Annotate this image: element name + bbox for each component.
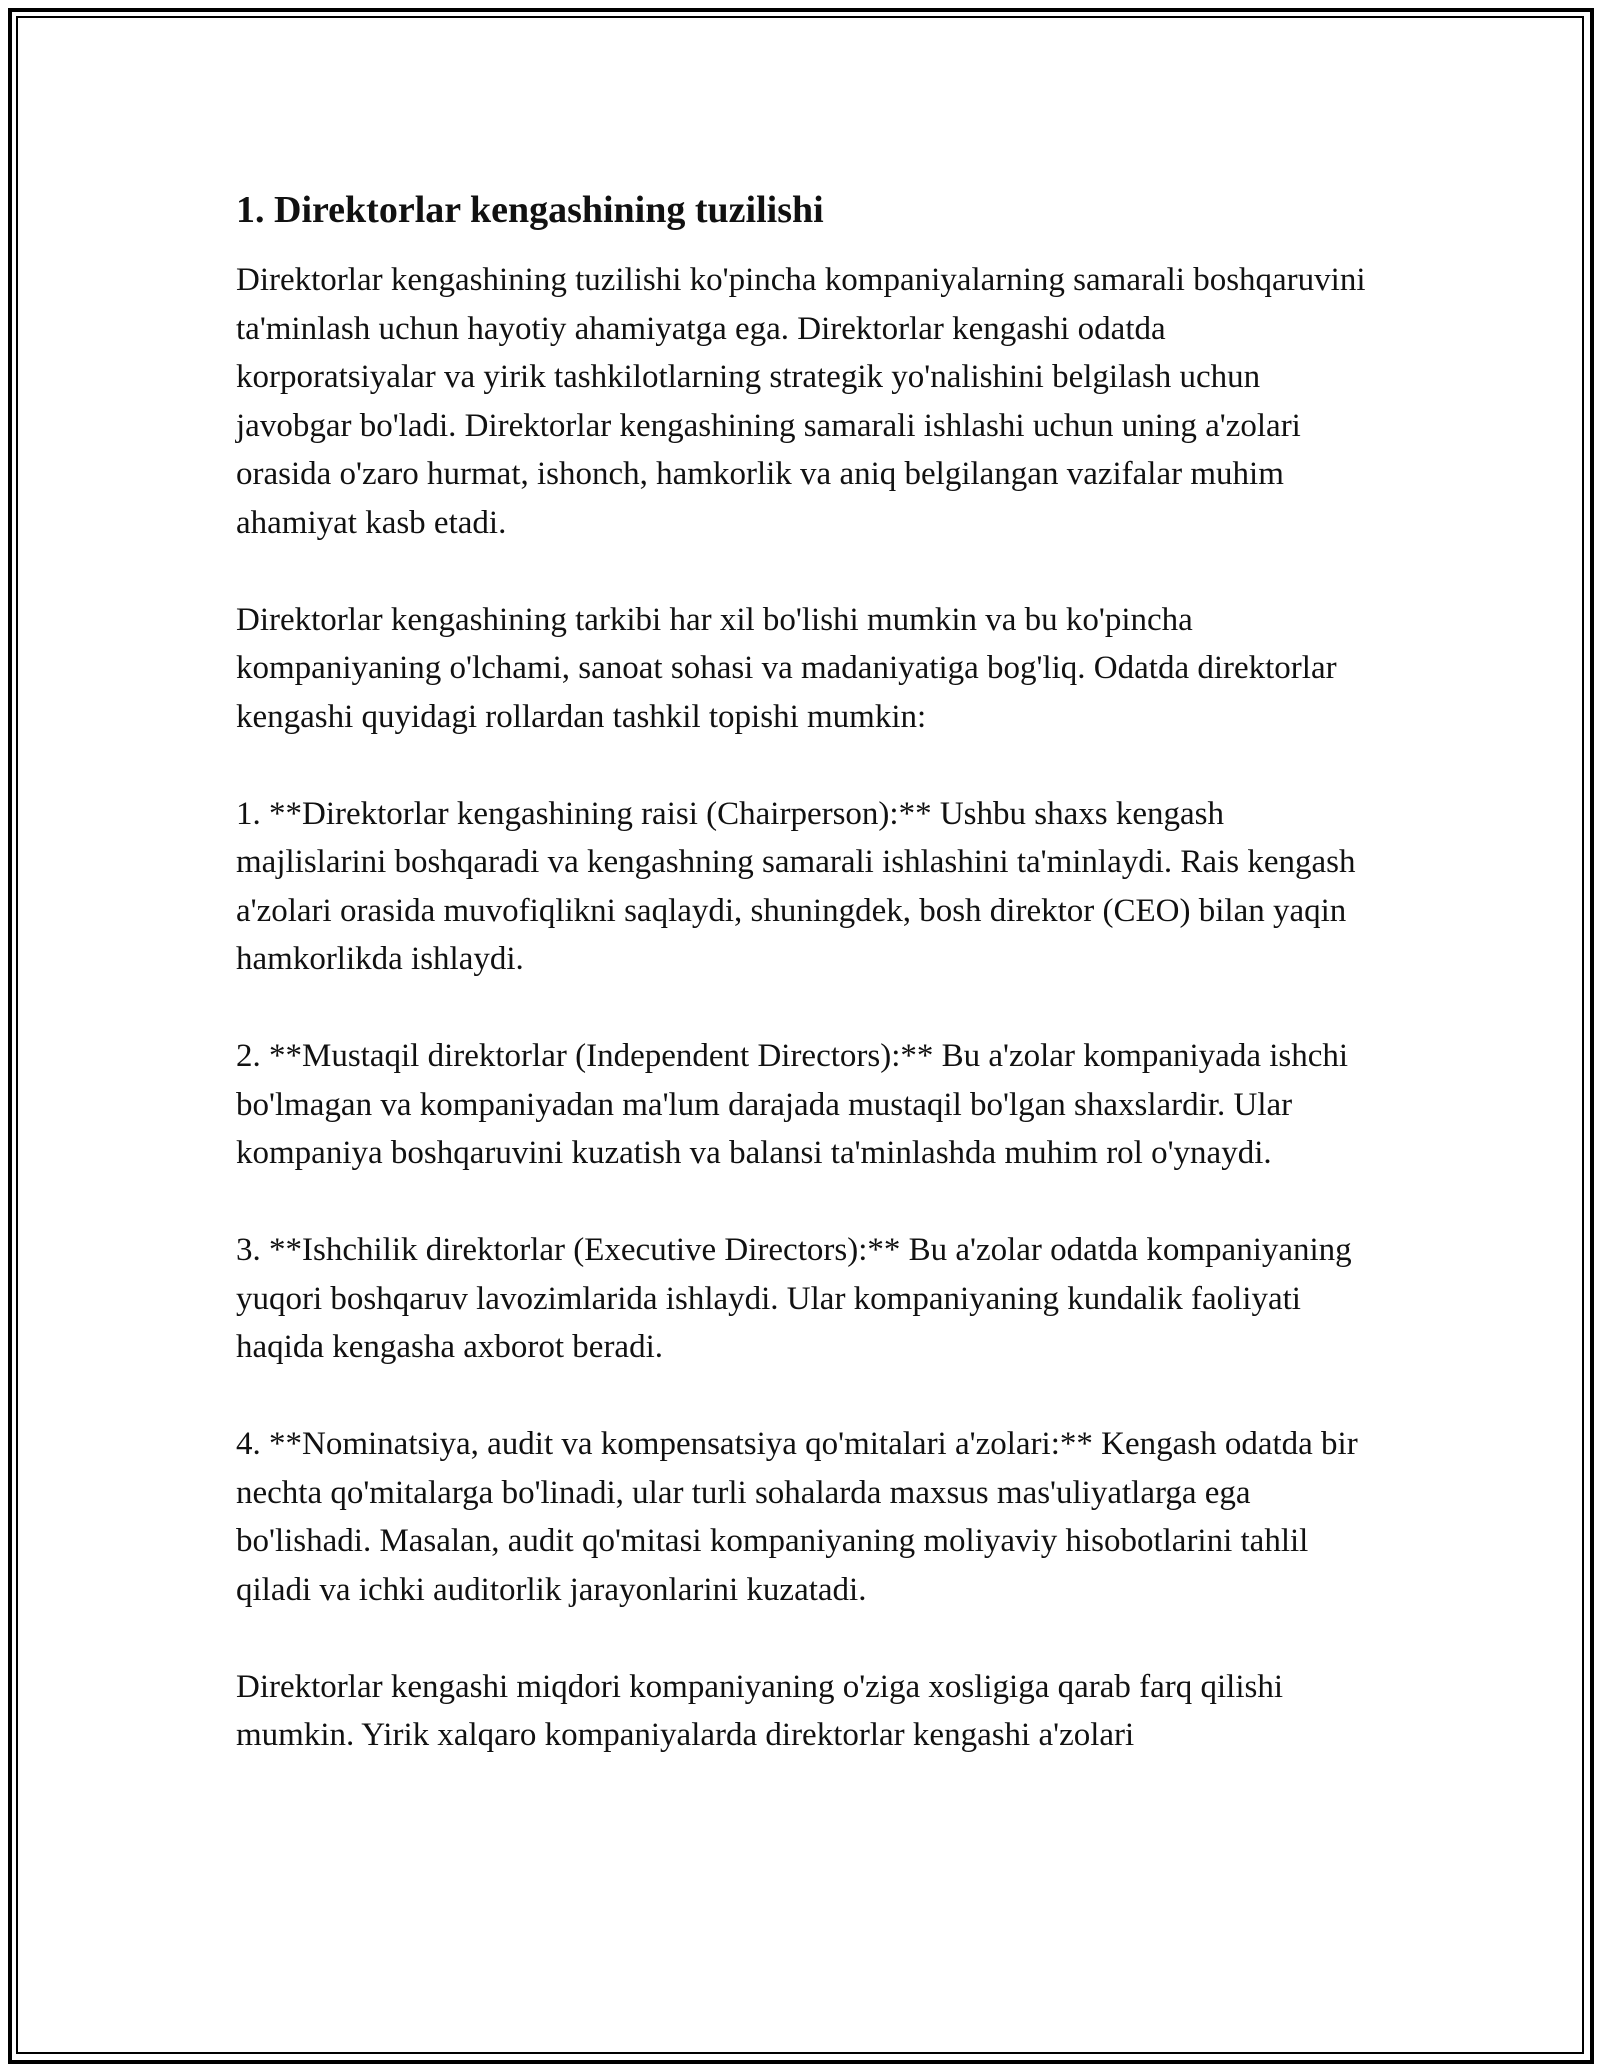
list-item-committees: 4. **Nominatsiya, audit va kompensatsiya qo'mitalari a'zolari:** Kengash odatda bir nechta qo'mitalarga bo'linadi, ular turli sohalarda maxsus mas'uliyatlarga ega bo'lishadi. Masalan, audit qo'mitasi kompaniyaning moliyaviy hisobotlarini tahlil qiladi va ichki auditorlik jarayonlarini kuzatadi.: [236, 1426, 1358, 1608]
section-heading: 1. Direktorlar kengashining tuzilishi: [236, 189, 824, 231]
list-item-chairperson: 1. **Direktorlar kengashining raisi (Chairperson):** Ushbu shaxs kengash majlislarini boshqaradi va kengashning samarali ishlashini ta'minlaydi. Rais kengash a'zolari orasida muvofiqlikni saqlaydi, shuningdek, bosh direktor (CEO) bilan yaqin hamkorlikda ishlaydi.: [236, 795, 1356, 977]
list-item-executive-directors: 3. **Ishchilik direktorlar (Executive Directors):** Bu a'zolar odatda kompaniyaning yuqori boshqaruv lavozimlarida ishlaydi. Ular kompaniyaning kundalik faoliyati haqida kengasha axborot beradi.: [236, 1232, 1352, 1365]
list-item-independent-directors: 2. **Mustaqil direktorlar (Independent Directors):** Bu a'zolar kompaniyada ishchi bo'lmagan va kompaniyadan ma'lum darajada mustaqil bo'lgan shaxslardir. Ular kompaniya boshqaruvini kuzatish va balansi ta'minlashda muhim rol o'ynaydi.: [236, 1038, 1349, 1171]
document-body: [236, 186, 1366, 1760]
paragraph-composition: Direktorlar kengashining tarkibi har xil bo'lishi mumkin va bu ko'pincha kompaniyaning o'lchami, sanoat sohasi va madaniyatiga bog'liq. Odatda direktorlar kengashi quyidagi rollardan tashkil topishi mumkin:: [236, 601, 1337, 735]
paragraph-board-size: Direktorlar kengashi miqdori kompaniyaning o'ziga xosligiga qarab farq qilishi mumkin. Yirik xalqaro kompaniyalarda direktorlar kengashi a'zolari: [236, 1668, 1284, 1753]
paragraph-intro: Direktorlar kengashining tuzilishi ko'pincha kompaniyalarning samarali boshqaruvini ta'minlash uchun hayotiy ahamiyatga ega. Direktorlar kengashi odatda korporatsiyalar va yirik tashkilotlarning strategik yo'nalishini belgilash uchun javobgar bo'ladi. Direktorlar kengashining samarali ishlashi uchun uning a'zolari orasida o'zaro hurmat, ishonch, hamkorlik va aniq belgilangan vazifalar muhim ahamiyat kasb etadi.: [236, 262, 1366, 541]
